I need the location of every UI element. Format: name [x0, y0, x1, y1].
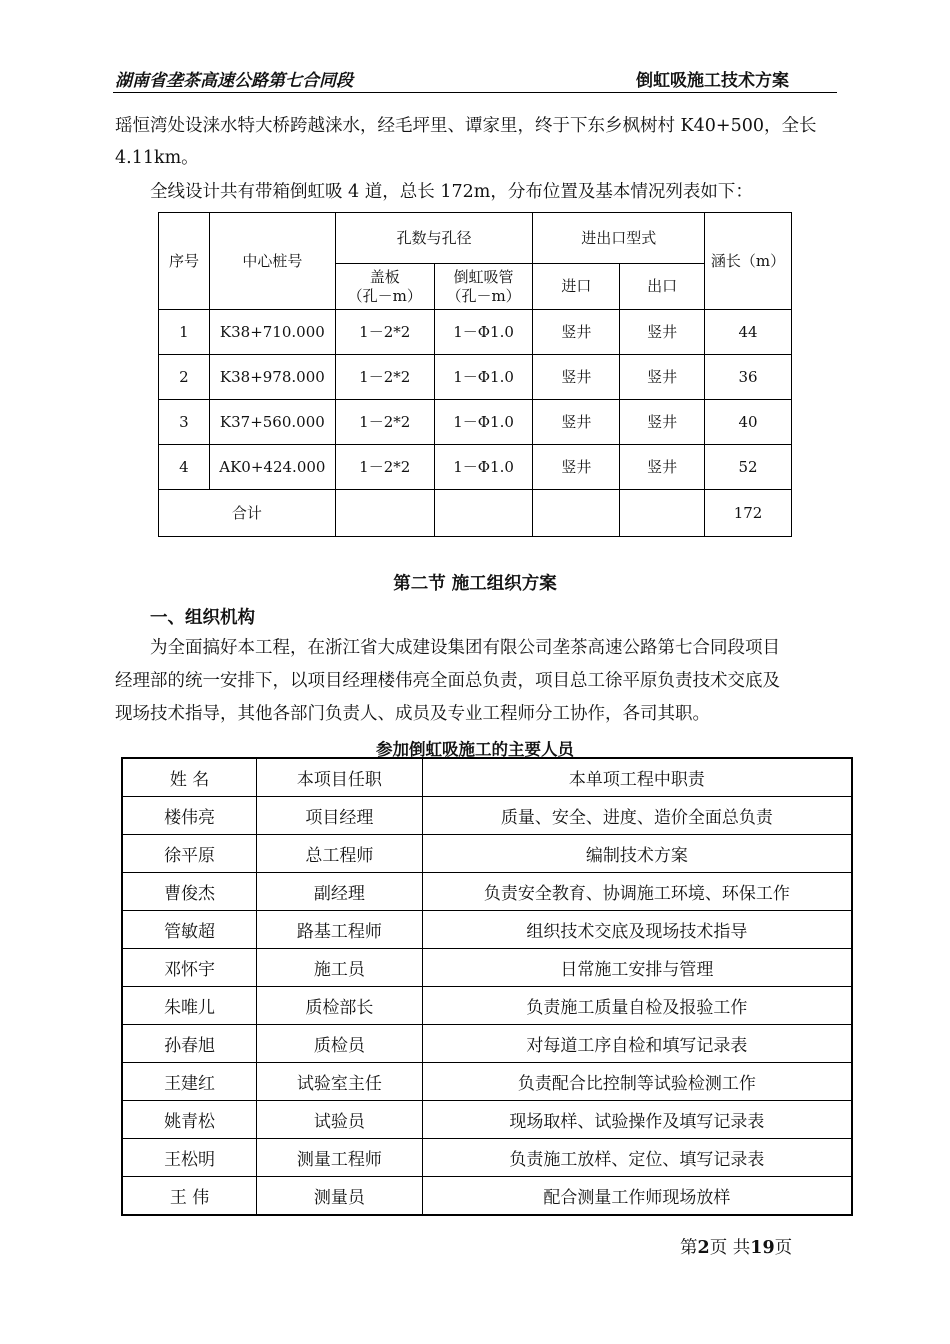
total-empty-cell	[335, 490, 434, 537]
table-row	[122, 949, 852, 987]
cell-length: 44	[705, 310, 792, 355]
cell-length: 52	[705, 445, 792, 490]
total-empty-cell	[533, 490, 620, 537]
total-empty-cell	[620, 490, 705, 537]
page-total: 19	[750, 1238, 775, 1258]
cell-no: 3	[159, 400, 210, 445]
cell-duty: 负责施工质量自检及报验工作	[422, 987, 852, 1025]
table-row	[122, 1139, 852, 1177]
header-name: 姓 名	[122, 758, 257, 797]
cell-duty: 质量、安全、进度、造价全面总负责	[422, 797, 852, 835]
cell-cover: 1－2*2	[335, 310, 434, 355]
cell-pile: K38+978.000	[209, 355, 335, 400]
cell-duty: 日常施工安排与管理	[422, 949, 852, 987]
cell-duty: 组织技术交底及现场技术指导	[422, 911, 852, 949]
table-row	[122, 1025, 852, 1063]
table-row	[122, 1177, 852, 1216]
cell-name: 朱唯儿	[122, 987, 257, 1025]
cell-no: 2	[159, 355, 210, 400]
cell-name: 楼伟亮	[122, 797, 257, 835]
table-row	[122, 1063, 852, 1101]
page-suffix: 页	[774, 1238, 793, 1258]
cell-duty: 负责施工放样、定位、填写记录表	[422, 1139, 852, 1177]
header-divider	[113, 92, 837, 93]
table-row	[122, 797, 852, 835]
intro-line-1: 瑶恒湾处设涞水特大桥跨越涞水，经毛坪里、谭家里，终于下东乡枫树村 K40+500，全长	[115, 116, 817, 136]
cell-inlet: 竖井	[533, 355, 620, 400]
table-header-row	[122, 758, 852, 797]
header-project-name: 湖南省垄茶高速公路第七合同段	[115, 71, 353, 91]
cell-length: 36	[705, 355, 792, 400]
subsection-title: 一、组织机构	[150, 608, 255, 628]
cell-position: 副经理	[257, 873, 423, 911]
cell-duty: 负责配合比控制等试验检测工作	[422, 1063, 852, 1101]
header-outlet: 出口	[620, 264, 705, 310]
cell-name: 王松明	[122, 1139, 257, 1177]
cell-duty: 对每道工序自检和填写记录表	[422, 1025, 852, 1063]
cell-duty: 配合测量工作师现场放样	[422, 1177, 852, 1216]
table-row	[122, 911, 852, 949]
page-footer	[680, 1234, 792, 1259]
cell-position: 项目经理	[257, 797, 423, 835]
personnel-table-caption: 参加倒虹吸施工的主要人员	[376, 740, 574, 759]
table-total-row	[159, 490, 792, 537]
cell-inlet: 竖井	[533, 400, 620, 445]
cell-duty: 编制技术方案	[422, 835, 852, 873]
cell-position: 施工员	[257, 949, 423, 987]
cell-duty: 负责安全教育、协调施工环境、环保工作	[422, 873, 852, 911]
header-center-pile: 中心桩号	[209, 213, 335, 310]
cell-inlet: 竖井	[533, 310, 620, 355]
page-number: 2	[697, 1238, 710, 1258]
table-row	[159, 400, 792, 445]
cell-pipe: 1－Φ1.0	[434, 310, 533, 355]
total-value: 172	[705, 490, 792, 537]
cell-outlet: 竖井	[620, 355, 705, 400]
table-row	[159, 445, 792, 490]
siphon-summary-table	[158, 212, 792, 537]
table-row	[122, 835, 852, 873]
cell-name: 邓怀宇	[122, 949, 257, 987]
cell-cover: 1－2*2	[335, 400, 434, 445]
header-duty: 本单项工程中职责	[422, 758, 852, 797]
cell-position: 测量工程师	[257, 1139, 423, 1177]
cell-position: 测量员	[257, 1177, 423, 1216]
cell-name: 管敏超	[122, 911, 257, 949]
cell-cover: 1－2*2	[335, 445, 434, 490]
header-index: 序号	[159, 213, 210, 310]
page-prefix: 第	[680, 1238, 698, 1258]
cell-position: 质检部长	[257, 987, 423, 1025]
section-title: 第二节 施工组织方案	[393, 574, 557, 594]
cell-pile: K37+560.000	[209, 400, 335, 445]
cell-name: 王 伟	[122, 1177, 257, 1216]
total-label: 合计	[159, 490, 336, 537]
header-siphon-pipe: 倒虹吸管 （孔－m）	[434, 264, 533, 310]
org-para-line-1: 为全面搞好本工程，在浙江省大成建设集团有限公司垄茶高速公路第七合同段项目	[150, 638, 780, 658]
cell-pipe: 1－Φ1.0	[434, 355, 533, 400]
table-row	[159, 355, 792, 400]
table-row	[122, 987, 852, 1025]
cell-length: 40	[705, 400, 792, 445]
cell-duty: 现场取样、试验操作及填写记录表	[422, 1101, 852, 1139]
cell-no: 4	[159, 445, 210, 490]
org-para-line-2: 经理部的统一安排下，以项目经理楼伟亮全面总负责，项目总工徐平原负责技术交底及	[115, 671, 780, 691]
cell-pipe: 1－Φ1.0	[434, 400, 533, 445]
intro-line-3: 全线设计共有带箱倒虹吸 4 道，总长 172m，分布位置及基本情况列表如下：	[150, 182, 753, 202]
header-inlet: 进口	[533, 264, 620, 310]
intro-line-2: 4.11km。	[115, 148, 199, 168]
header-doc-title: 倒虹吸施工技术方案	[636, 71, 789, 91]
cell-pipe: 1－Φ1.0	[434, 445, 533, 490]
cell-no: 1	[159, 310, 210, 355]
cell-position: 总工程师	[257, 835, 423, 873]
cell-position: 路基工程师	[257, 911, 423, 949]
cell-position: 试验室主任	[257, 1063, 423, 1101]
cell-outlet: 竖井	[620, 400, 705, 445]
page-mid: 页 共	[709, 1238, 751, 1258]
cell-pile: K38+710.000	[209, 310, 335, 355]
cell-name: 孙春旭	[122, 1025, 257, 1063]
total-empty-cell	[434, 490, 533, 537]
table-header-row	[159, 213, 792, 264]
cell-inlet: 竖井	[533, 445, 620, 490]
header-length: 涵长（m）	[705, 213, 792, 310]
cell-position: 质检员	[257, 1025, 423, 1063]
cell-name: 王建红	[122, 1063, 257, 1101]
header-position: 本项目任职	[257, 758, 423, 797]
table-row	[122, 873, 852, 911]
cell-pile: AK0+424.000	[209, 445, 335, 490]
cell-name: 徐平原	[122, 835, 257, 873]
cell-position: 试验员	[257, 1101, 423, 1139]
cell-name: 曹俊杰	[122, 873, 257, 911]
org-para-line-3: 现场技术指导，其他各部门负责人、成员及专业工程师分工协作，各司其职。	[115, 704, 710, 724]
cell-name: 姚青松	[122, 1101, 257, 1139]
header-cover-plate: 盖板 （孔－m）	[335, 264, 434, 310]
cell-cover: 1－2*2	[335, 355, 434, 400]
personnel-table	[121, 757, 853, 1216]
header-holes: 孔数与孔径	[335, 213, 533, 264]
cell-outlet: 竖井	[620, 445, 705, 490]
header-inlet-outlet: 进出口型式	[533, 213, 705, 264]
table-row	[159, 310, 792, 355]
cell-outlet: 竖井	[620, 310, 705, 355]
table-row	[122, 1101, 852, 1139]
